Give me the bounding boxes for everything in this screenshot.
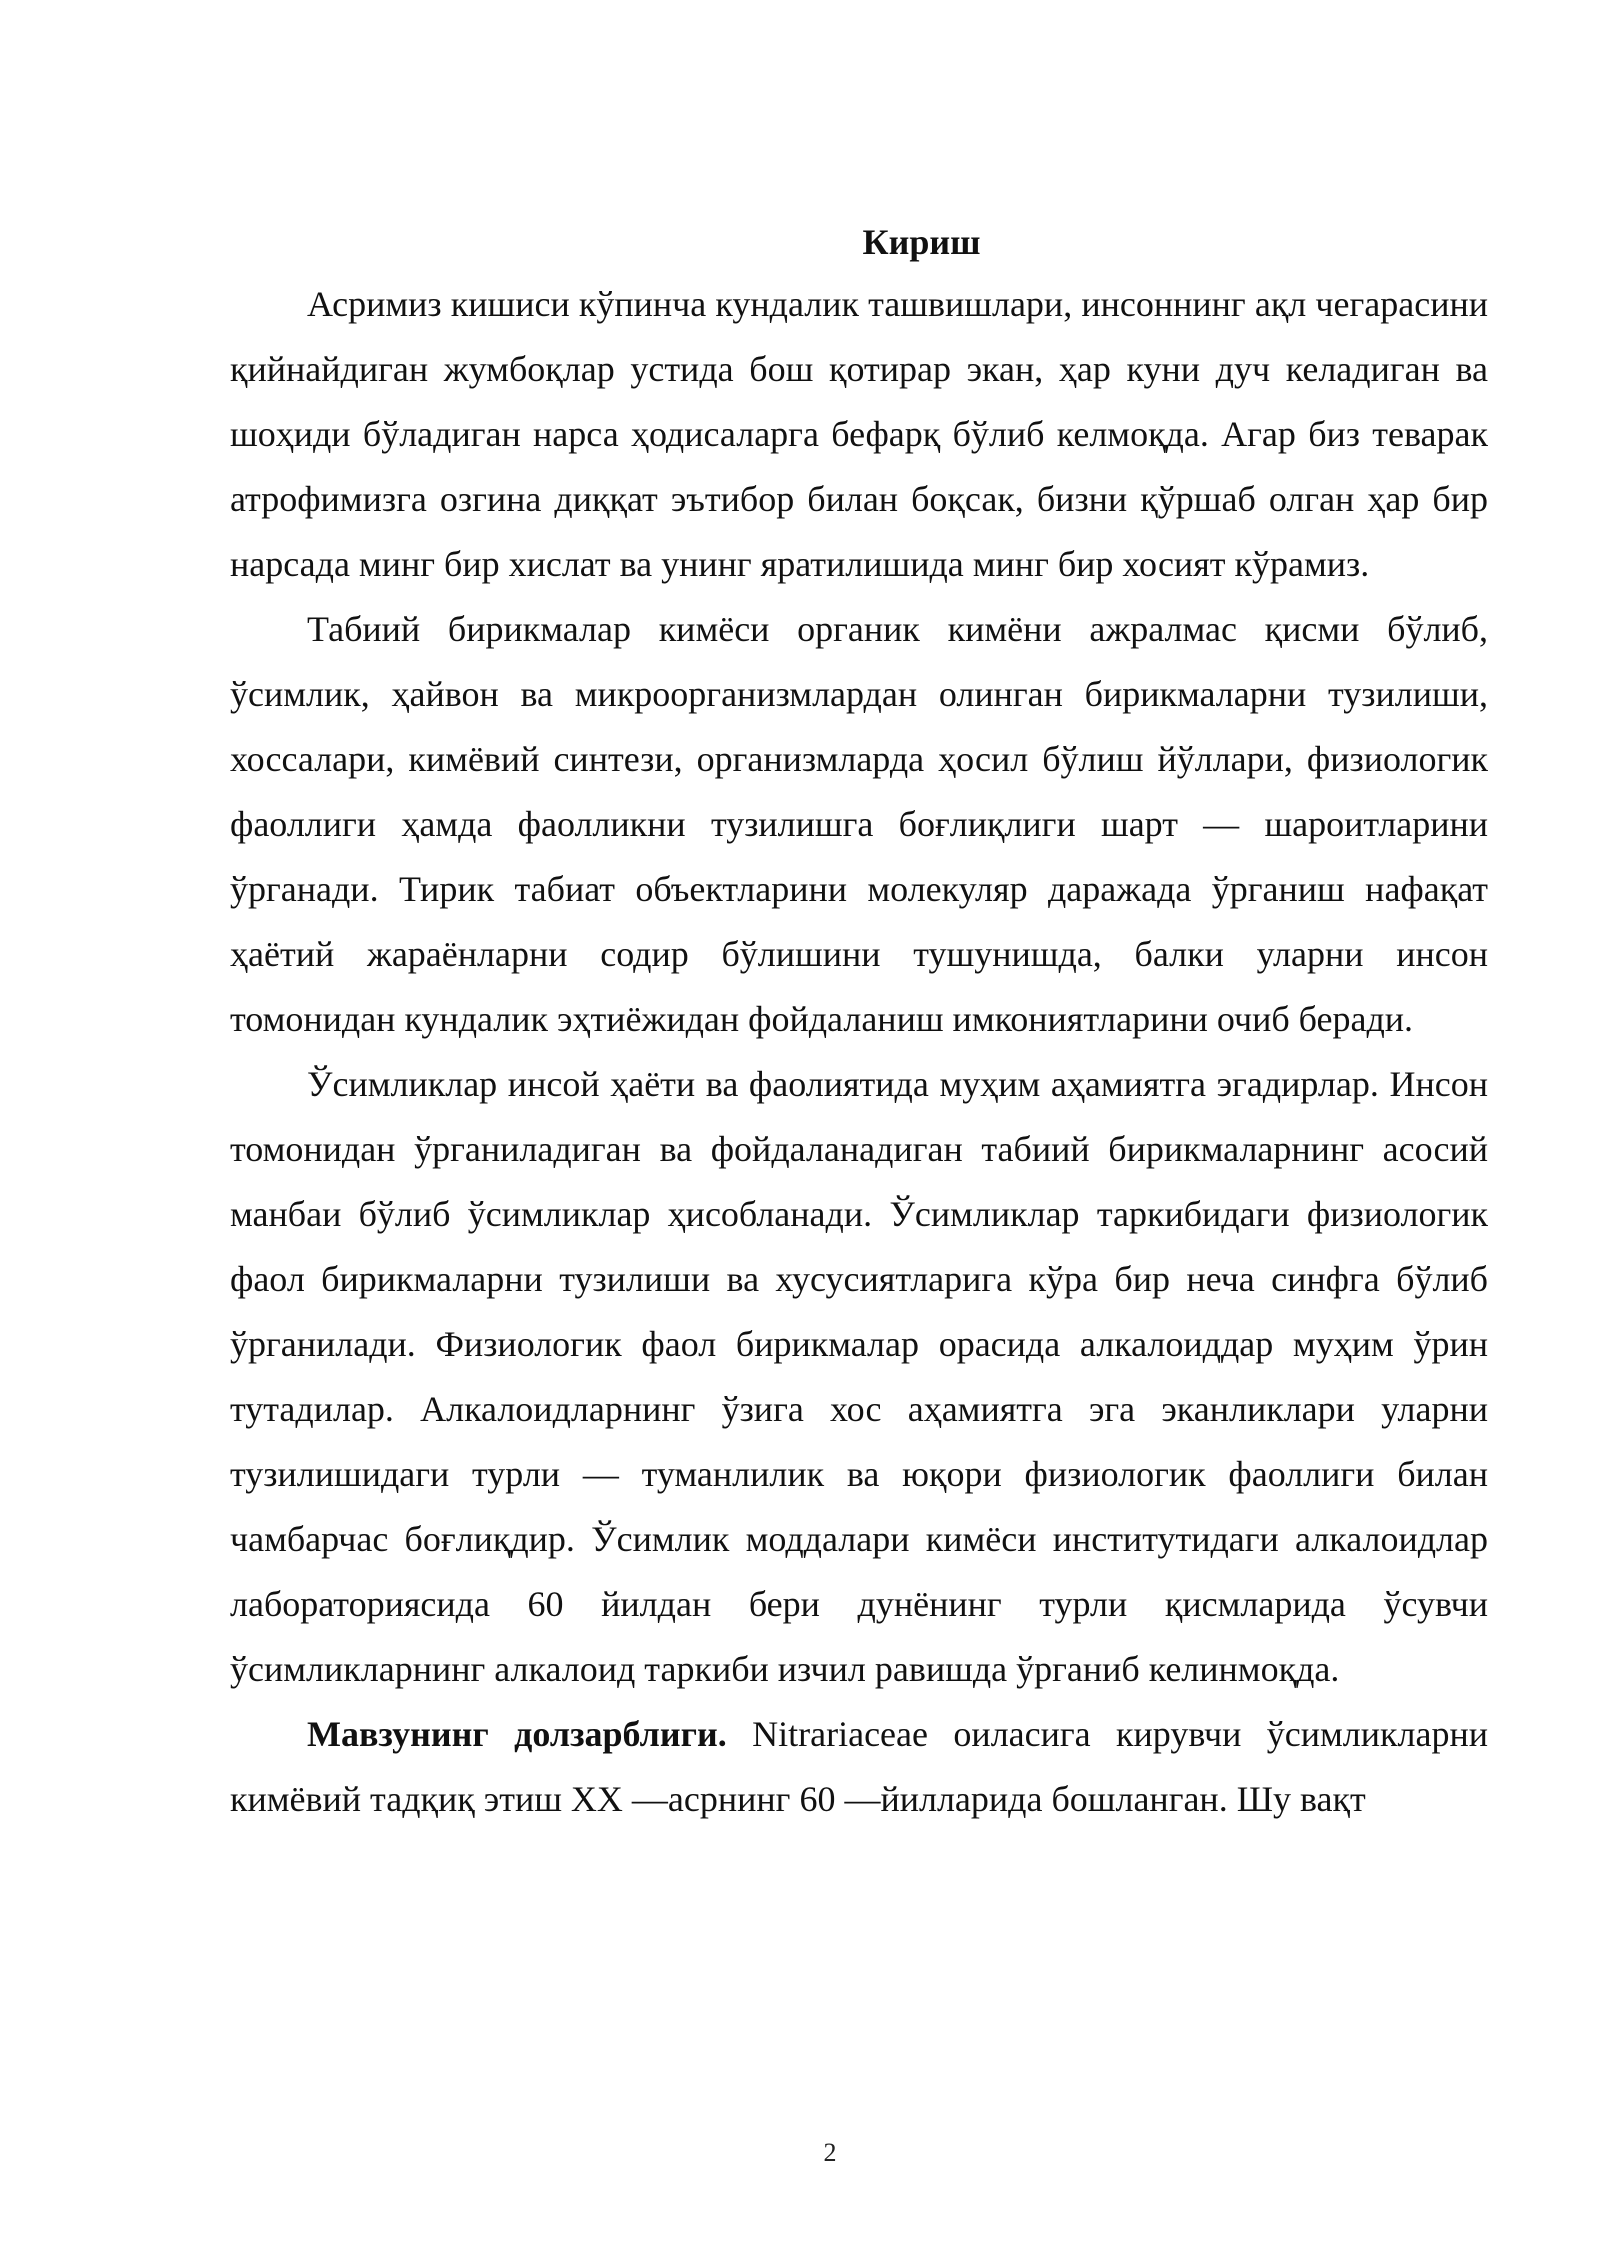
paragraph-text: Табиий бирикмалар кимёси органик кимёни ажралмас қисми бўлиб, ўсимлик, ҳайвон ва микроорганизмлардан олинган бирикмаларни тузилиши, хоссалари, кимёвий синтези, организмларда ҳосил бўлиш йўллари, физиологик фаоллиги ҳамда фаолликни тузилишга боғлиқлиги шарт — шароитларини ўрганади. Тирик табиат объектларини молекуляр даражада ўрганиш нафақат ҳаётий жараёнларни содир бўлишини тушунишда, балки уларни инсон томонидан кундалик эҳтиёжидан фойдаланиш имкониятларини очиб беради. — [230, 609, 1488, 1039]
page-number: 2 — [823, 2138, 837, 2167]
paragraph-text: Асримиз кишиси кўпинча кундалик ташвишлари, инсоннинг ақл чегарасини қийнайдиган жумбоқлар устида бош қотирар экан, ҳар куни дуч келадиган ва шоҳиди бўладиган нарса ҳодисаларга бефарқ бўлиб келмоқда. Агар биз теварак атрофимизга озгина диққат эътибор билан боқсак, бизни қўршаб олган ҳар бир нарсада минг бир хислат ва унинг яратилишида минг бир хосият кўрамиз. — [230, 284, 1488, 584]
paragraph-relevance — [230, 1702, 1488, 1832]
paragraph-plants — [230, 1052, 1488, 1702]
paragraph-text: Nitrariaceae оиласига кирувчи ўсимликларни кимёвий тадқиқ этиш XX —асрнинг 60 —йилларида бошланган. Шу вақт — [230, 1714, 1488, 1819]
paragraph-intro — [230, 272, 1488, 597]
paragraph-natural-compounds — [230, 597, 1488, 1052]
section-heading: Кириш — [862, 222, 981, 262]
document-body — [230, 222, 1488, 1832]
paragraph-text: Ўсимликлар инсой ҳаёти ва фаолиятида муҳим аҳамиятга эгадирлар. Инсон томонидан ўрганиладиган ва фойдаланадиган табиий бирикмаларнинг асосий манбаи бўлиб ўсимликлар ҳисобланади. Ўсимликлар таркибидаги физиологик фаол бирикмаларни тузилиши ва хусусиятларига кўра бир неча синфга бўлиб ўрганилади. Физиологик фаол бирикмалар орасида алкалоиддар муҳим ўрин тутадилар. Алкалоидларнинг ўзига хос аҳамиятга эга эканликлари уларни тузилишидаги турли — туманлилик ва юқори физиологик фаоллиги билан чамбарчас боғлиқдир. Ўсимлик моддалари кимёси институтидаги алкалоидлар лабораториясида 60 йилдан бери дунёнинг турли қисмларида ўсувчи ўсимликларнинг алкалоид таркиби изчил равишда ўрганиб келинмоқда. — [230, 1064, 1488, 1689]
paragraph-lead: Мавзунинг долзарблиги. — [307, 1714, 727, 1754]
